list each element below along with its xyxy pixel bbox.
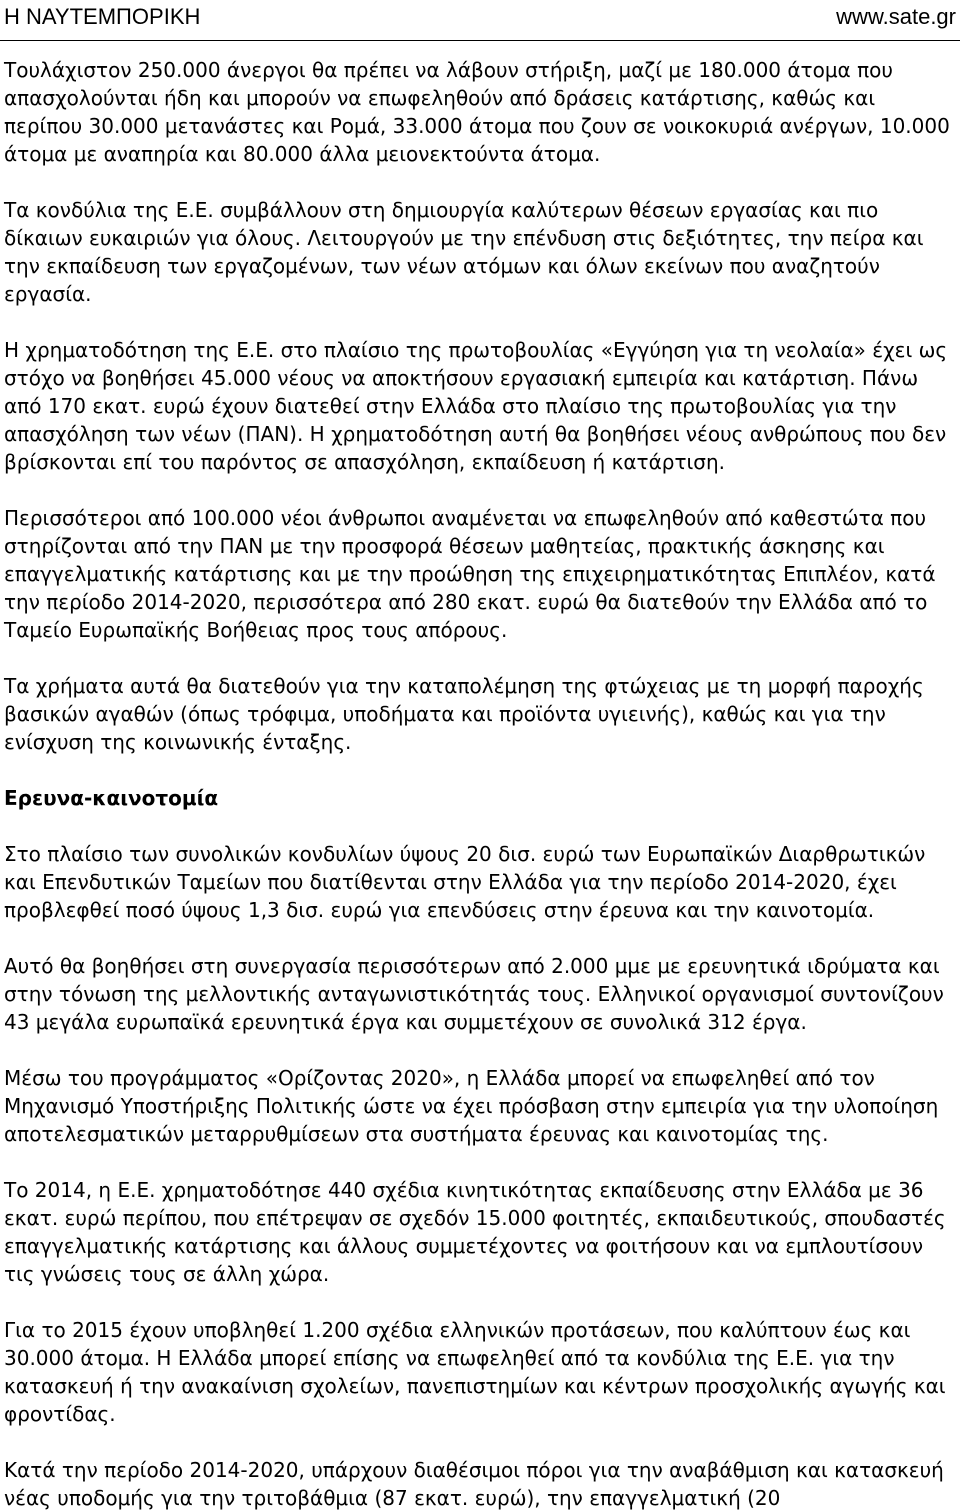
article-body: [4, 56, 954, 1512]
paragraph: Τα χρήματα αυτά θα διατεθούν για την καταπολέμηση της φτώχειας με τη μορφή παροχής βασικών αγαθών (όπως τρόφιμα, υποδήματα και προϊόντα υγιεινής), καθώς και για την ενίσχυση της κοινωνικής ένταξης.: [4, 674, 924, 754]
paragraph: Μέσω του προγράμματος «Ορίζοντας 2020», η Ελλάδα μπορεί να επωφεληθεί από τον Μηχανισμό Υποστήριξης Πολιτικής ώστε να έχει πρόσβαση στην εμπειρία για την υλοποίηση αποτελεσματικών μεταρρυθμίσεων στα συστήματα έρευνας και καινοτομίας της.: [4, 1066, 939, 1146]
paragraph: Αυτό θα βοηθήσει στη συνεργασία περισσότερων από 2.000 μμε με ερευνητικά ιδρύματα και στην τόνωση της μελλοντικής ανταγωνιστικότητάς τους. Ελληνικοί οργανισμοί συντονίζουν 43 μεγάλα ευρωπαϊκά ερευνητικά έργα και συμμετέχουν σε συνολικά 312 έργα.: [4, 954, 944, 1034]
paragraph: Στο πλαίσιο των συνολικών κονδυλίων ύψους 20 δισ. ευρώ των Ευρωπαϊκών Διαρθρωτικών και Επενδυτικών Ταμείων που διατίθενται στην Ελλάδα για την περίοδο 2014-2020, έχει προβλεφθεί ποσό ύψους 1,3 δισ. ευρώ για επενδύσεις στην έρευνα και την καινοτομία.: [4, 842, 926, 922]
paragraph: Τουλάχιστον 250.000 άνεργοι θα πρέπει να λάβουν στήριξη, μαζί με 180.000 άτομα που απασχολούνται ήδη και μπορούν να επωφεληθούν από δράσεις κατάρτισης, καθώς και περίπου 30.000 μετανάστες και Ρομά, 33.000 άτομα που ζουν σε νοικοκυριά ανέργων, 10.000 άτομα με αναπηρία και 80.000 άλλα μειονεκτούντα άτομα.: [4, 58, 950, 166]
paragraph: Η χρηματοδότηση της Ε.Ε. στο πλαίσιο της πρωτοβουλίας «Εγγύηση για τη νεολαία» έχει ως στόχο να βοηθήσει 45.000 νέους να αποκτήσουν εργασιακή εμπειρία και κατάρτιση. Πάνω από 170 εκατ. ευρώ έχουν διατεθεί στην Ελλάδα στο πλαίσιο της πρωτοβουλίας για την απασχόληση των νέων (ΠΑΝ). Η χρηματοδότηση αυτή θα βοηθήσει νέους ανθρώπους που δεν βρίσκονται επί του παρόντος σε απασχόληση, εκπαίδευση ή κατάρτιση.: [4, 338, 948, 474]
paragraph: Κατά την περίοδο 2014-2020, υπάρχουν διαθέσιμοι πόροι για την αναβάθμιση και κατασκευή νέας υποδομής για την τριτοβάθμια (87 εκατ. ευρώ), την επαγγελματική (20: [4, 1458, 944, 1510]
paragraph: Για το 2015 έχουν υποβληθεί 1.200 σχέδια ελληνικών προτάσεων, που καλύπτουν έως και 30.000 άτομα. Η Ελλάδα μπορεί επίσης να επωφεληθεί από τα κονδύλια της Ε.Ε. για την κατασκευή ή την ανακαίνιση σχολείων, πανεπιστημίων και κέντρων προσχολικής αγωγής και φροντίδας.: [4, 1318, 946, 1426]
section-heading: Ερευνα-καινοτομία: [4, 786, 219, 810]
publication-name: Η ΝΑΥΤΕΜΠΟΡΙΚΗ: [4, 4, 201, 29]
website-url: www.sate.gr: [836, 4, 956, 29]
paragraph: Περισσότεροι από 100.000 νέοι άνθρωποι αναμένεται να επωφεληθούν από καθεστώτα που στηρίζονται από την ΠΑΝ με την προσφορά θέσεων μαθητείας, πρακτικής άσκησης και επαγγελματικής κατάρτισης και με την προώθηση της επιχειρηματικότητας Επιπλέον, κατά την περίοδο 2014-2020, περισσότερα από 280 εκατ. ευρώ θα διατεθούν την Ελλάδα από το Ταμείο Ευρωπαϊκής Βοήθειας προς τους απόρους.: [4, 506, 936, 642]
paragraph: Το 2014, η Ε.Ε. χρηματοδότησε 440 σχέδια κινητικότητας εκπαίδευσης στην Ελλάδα με 36 εκατ. ευρώ περίπου, που επέτρεψαν σε σχεδόν 15.000 φοιτητές, εκπαιδευτικούς, σπουδαστές επαγγελματικής κατάρτισης και άλλους συμμετέχοντες να φοιτήσουν και να εμπλουτίσουν τις γνώσεις τους σε άλλη χώρα.: [4, 1178, 946, 1286]
page-header: [0, 0, 960, 41]
paragraph: Τα κονδύλια της Ε.Ε. συμβάλλουν στη δημιουργία καλύτερων θέσεων εργασίας και πιο δίκαιων ευκαιριών για όλους. Λειτουργούν με την επένδυση στις δεξιότητες, την πείρα και την εκπαίδευση των εργαζομένων, των νέων ατόμων και όλων εκείνων που αναζητούν εργασία.: [4, 198, 924, 306]
